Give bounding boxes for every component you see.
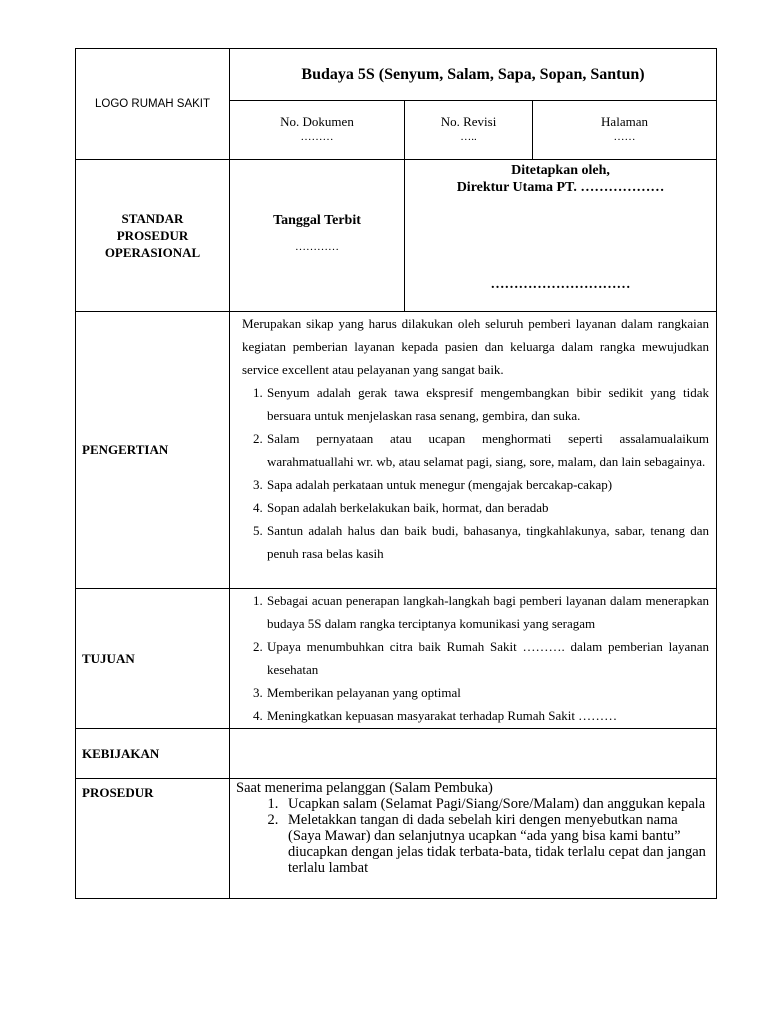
ditetapkan-line1: Ditetapkan oleh, bbox=[511, 163, 610, 178]
list-item: 4. Sopan adalah berkelakukan baik, hormat, dan beradab bbox=[266, 496, 709, 519]
signature-line: ………………………… bbox=[490, 277, 631, 292]
document-title: Budaya 5S (Senyum, Salam, Sapa, Sopan, Santun) bbox=[230, 49, 717, 101]
pengertian-content bbox=[230, 312, 717, 589]
list-item: 2. Meletakkan tangan di dada sebelah kiri dengen menyebutkan nama (Saya Mawar) dan selanjutnya ucapkan “ada yang bisa kami bantu” diucapkan dengan jelas tidak terbata-bata, tidak terlalu cepat dan jangan terlalu lambat bbox=[282, 812, 710, 876]
header-row bbox=[76, 49, 717, 101]
sop-label-line2: PROSEDUR bbox=[116, 228, 189, 243]
sop-row bbox=[76, 160, 717, 312]
sop-table bbox=[75, 48, 717, 899]
no-dokumen-value: ……… bbox=[300, 131, 334, 143]
list-item: 1. Ucapkan salam (Selamat Pagi/Siang/Sore/Malam) dan anggukan kepala bbox=[282, 796, 710, 812]
prosedur-row bbox=[76, 779, 717, 899]
tujuan-content bbox=[230, 589, 717, 729]
prosedur-list bbox=[236, 796, 710, 876]
pengertian-label: PENGERTIAN bbox=[76, 312, 230, 589]
tujuan-row bbox=[76, 589, 717, 729]
logo-placeholder: LOGO RUMAH SAKIT bbox=[76, 49, 230, 160]
no-dokumen-label: No. Dokumen bbox=[280, 114, 354, 129]
list-item: 3. Memberikan pelayanan yang optimal bbox=[266, 681, 709, 704]
sop-label-line1: STANDAR bbox=[121, 211, 184, 226]
ditetapkan-line2: Direktur Utama PT. ……………… bbox=[456, 180, 665, 195]
no-dokumen-cell bbox=[230, 101, 405, 160]
ditetapkan-cell bbox=[405, 160, 717, 312]
prosedur-label: PROSEDUR bbox=[76, 779, 230, 899]
tujuan-list bbox=[242, 589, 709, 727]
tujuan-label: TUJUAN bbox=[76, 589, 230, 729]
kebijakan-content bbox=[230, 729, 717, 779]
kebijakan-label: KEBIJAKAN bbox=[76, 729, 230, 779]
pengertian-list bbox=[242, 381, 709, 565]
list-item: 5. Santun adalah halus dan baik budi, bahasanya, tingkahlakunya, sabar, tenang dan penuh rasa belas kasih bbox=[266, 519, 709, 565]
sop-label-line3: OPERASIONAL bbox=[104, 245, 201, 260]
list-item: 2. Salam pernyataan atau ucapan menghormati seperti assalamualaikum warahmatuallahi wr. wb, atau selamat pagi, siang, sore, malam, dan lain sebagainya. bbox=[266, 427, 709, 473]
kebijakan-row bbox=[76, 729, 717, 779]
list-item: 1. Sebagai acuan penerapan langkah-langkah bagi pemberi layanan dalam menerapkan budaya 5S dalam rangka terciptanya komunikasi yang seragam bbox=[266, 589, 709, 635]
no-revisi-cell bbox=[405, 101, 533, 160]
no-revisi-value: ….. bbox=[460, 131, 477, 143]
tanggal-terbit-value: ………… bbox=[295, 241, 339, 253]
prosedur-intro: Saat menerima pelanggan (Salam Pembuka) bbox=[236, 780, 493, 796]
pengertian-row bbox=[76, 312, 717, 589]
halaman-cell bbox=[533, 101, 717, 160]
pengertian-intro: Merupakan sikap yang harus dilakukan oleh seluruh pemberi layanan dalam rangkaian kegiatan pemberian layanan kepada pasien dan keluarga dalam rangka mewujudkan service excellent atau pelayanan yang sangat baik. bbox=[242, 316, 710, 377]
sop-label bbox=[76, 160, 230, 312]
prosedur-content bbox=[230, 779, 717, 899]
list-item: 4. Meningkatkan kepuasan masyarakat terhadap Rumah Sakit ……… bbox=[266, 704, 709, 727]
halaman-label: Halaman bbox=[601, 114, 648, 129]
no-revisi-label: No. Revisi bbox=[440, 114, 497, 129]
list-item: 3. Sapa adalah perkataan untuk menegur (mengajak bercakap-cakap) bbox=[266, 473, 709, 496]
list-item: 1. Senyum adalah gerak tawa ekspresif mengembangkan bibir sedikit yang tidak bersuara untuk menjelaskan rasa senang, gembira, dan suka. bbox=[266, 381, 709, 427]
tanggal-terbit-label: Tanggal Terbit bbox=[273, 213, 361, 228]
halaman-value: …… bbox=[613, 131, 636, 143]
tanggal-terbit-cell bbox=[230, 160, 405, 312]
list-item: 2. Upaya menumbuhkan citra baik Rumah Sakit ………. dalam pemberian layanan kesehatan bbox=[266, 635, 709, 681]
